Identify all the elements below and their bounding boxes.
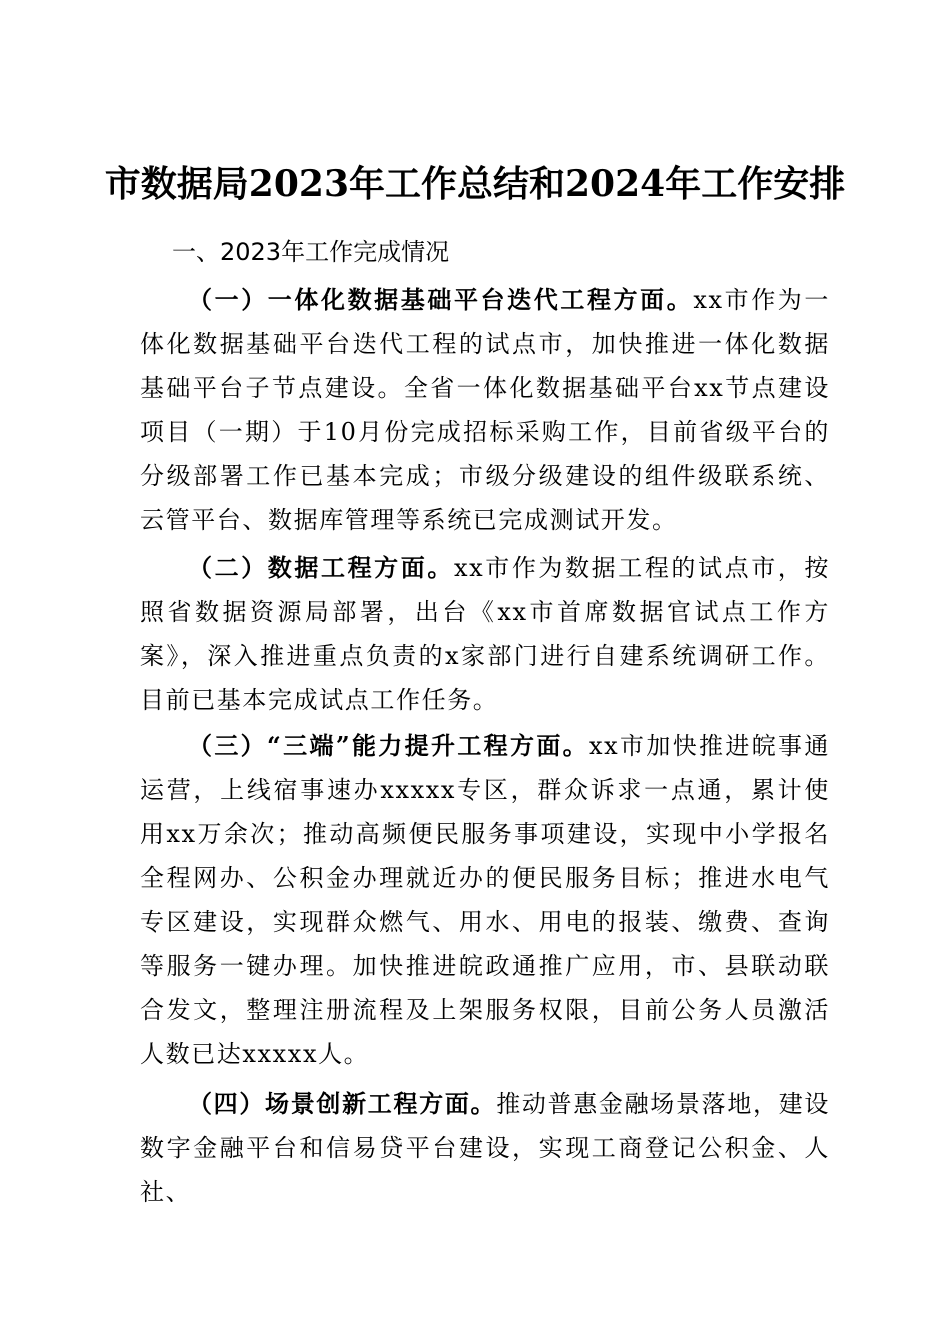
- paragraph-three-terminals: [140, 724, 830, 1076]
- paragraph-body: 推动普惠金融场景落地，建设数字金融平台和信易贷平台建设，实现工商登记公积金、人社、: [140, 1090, 830, 1206]
- document-title: 市数据局2023年工作总结和2024年工作安排: [104, 163, 846, 206]
- paragraph-platform-iteration: [140, 278, 830, 542]
- paragraph-body: xx市作为一体化数据基础平台迭代工程的试点市，加快推进一体化数据基础平台子节点建设。全省一体化数据基础平台xx节点建设项目（一期）于10月份完成招标采购工作，目前省级平台的分级部署工作已基本完成；市级分级建设的组件级联系统、云管平台、数据库管理等系统已完成测试开发。: [140, 286, 831, 534]
- paragraph-lead: （二）数据工程方面。: [188, 553, 454, 582]
- section-heading: 一、2023年工作完成情况: [172, 238, 450, 266]
- paragraph-body: xx市作为数据工程的试点市，按照省数据资源局部署，出台《xx市首席数据官试点工作方案》，深入推进重点负责的x家部门进行自建系统调研工作。目前已基本完成试点工作任务。: [140, 554, 830, 714]
- paragraph-lead: （四）场景创新工程方面。: [188, 1089, 497, 1118]
- paragraph-scene-innovation: [140, 1082, 830, 1214]
- paragraph-data-engineering: [140, 546, 830, 722]
- paragraph-body: xx市加快推进皖事通运营，上线宿事速办xxxxx专区，群众诉求一点通，累计使用xx万余次；推动高频便民服务事项建设，实现中小学报名全程网办、公积金办理就近办的便民服务目标；推进水电气专区建设，实现群众燃气、用水、用电的报装、缴费、查询等服务一键办理。加快推进皖政通推广应用，市、县联动联合发文，整理注册流程及上架服务权限，目前公务人员激活人数已达xxxxx人。: [140, 732, 830, 1068]
- paragraph-lead: （三）“三端”能力提升工程方面。: [188, 731, 590, 760]
- paragraph-lead: （一）一体化数据基础平台迭代工程方面。: [188, 285, 694, 314]
